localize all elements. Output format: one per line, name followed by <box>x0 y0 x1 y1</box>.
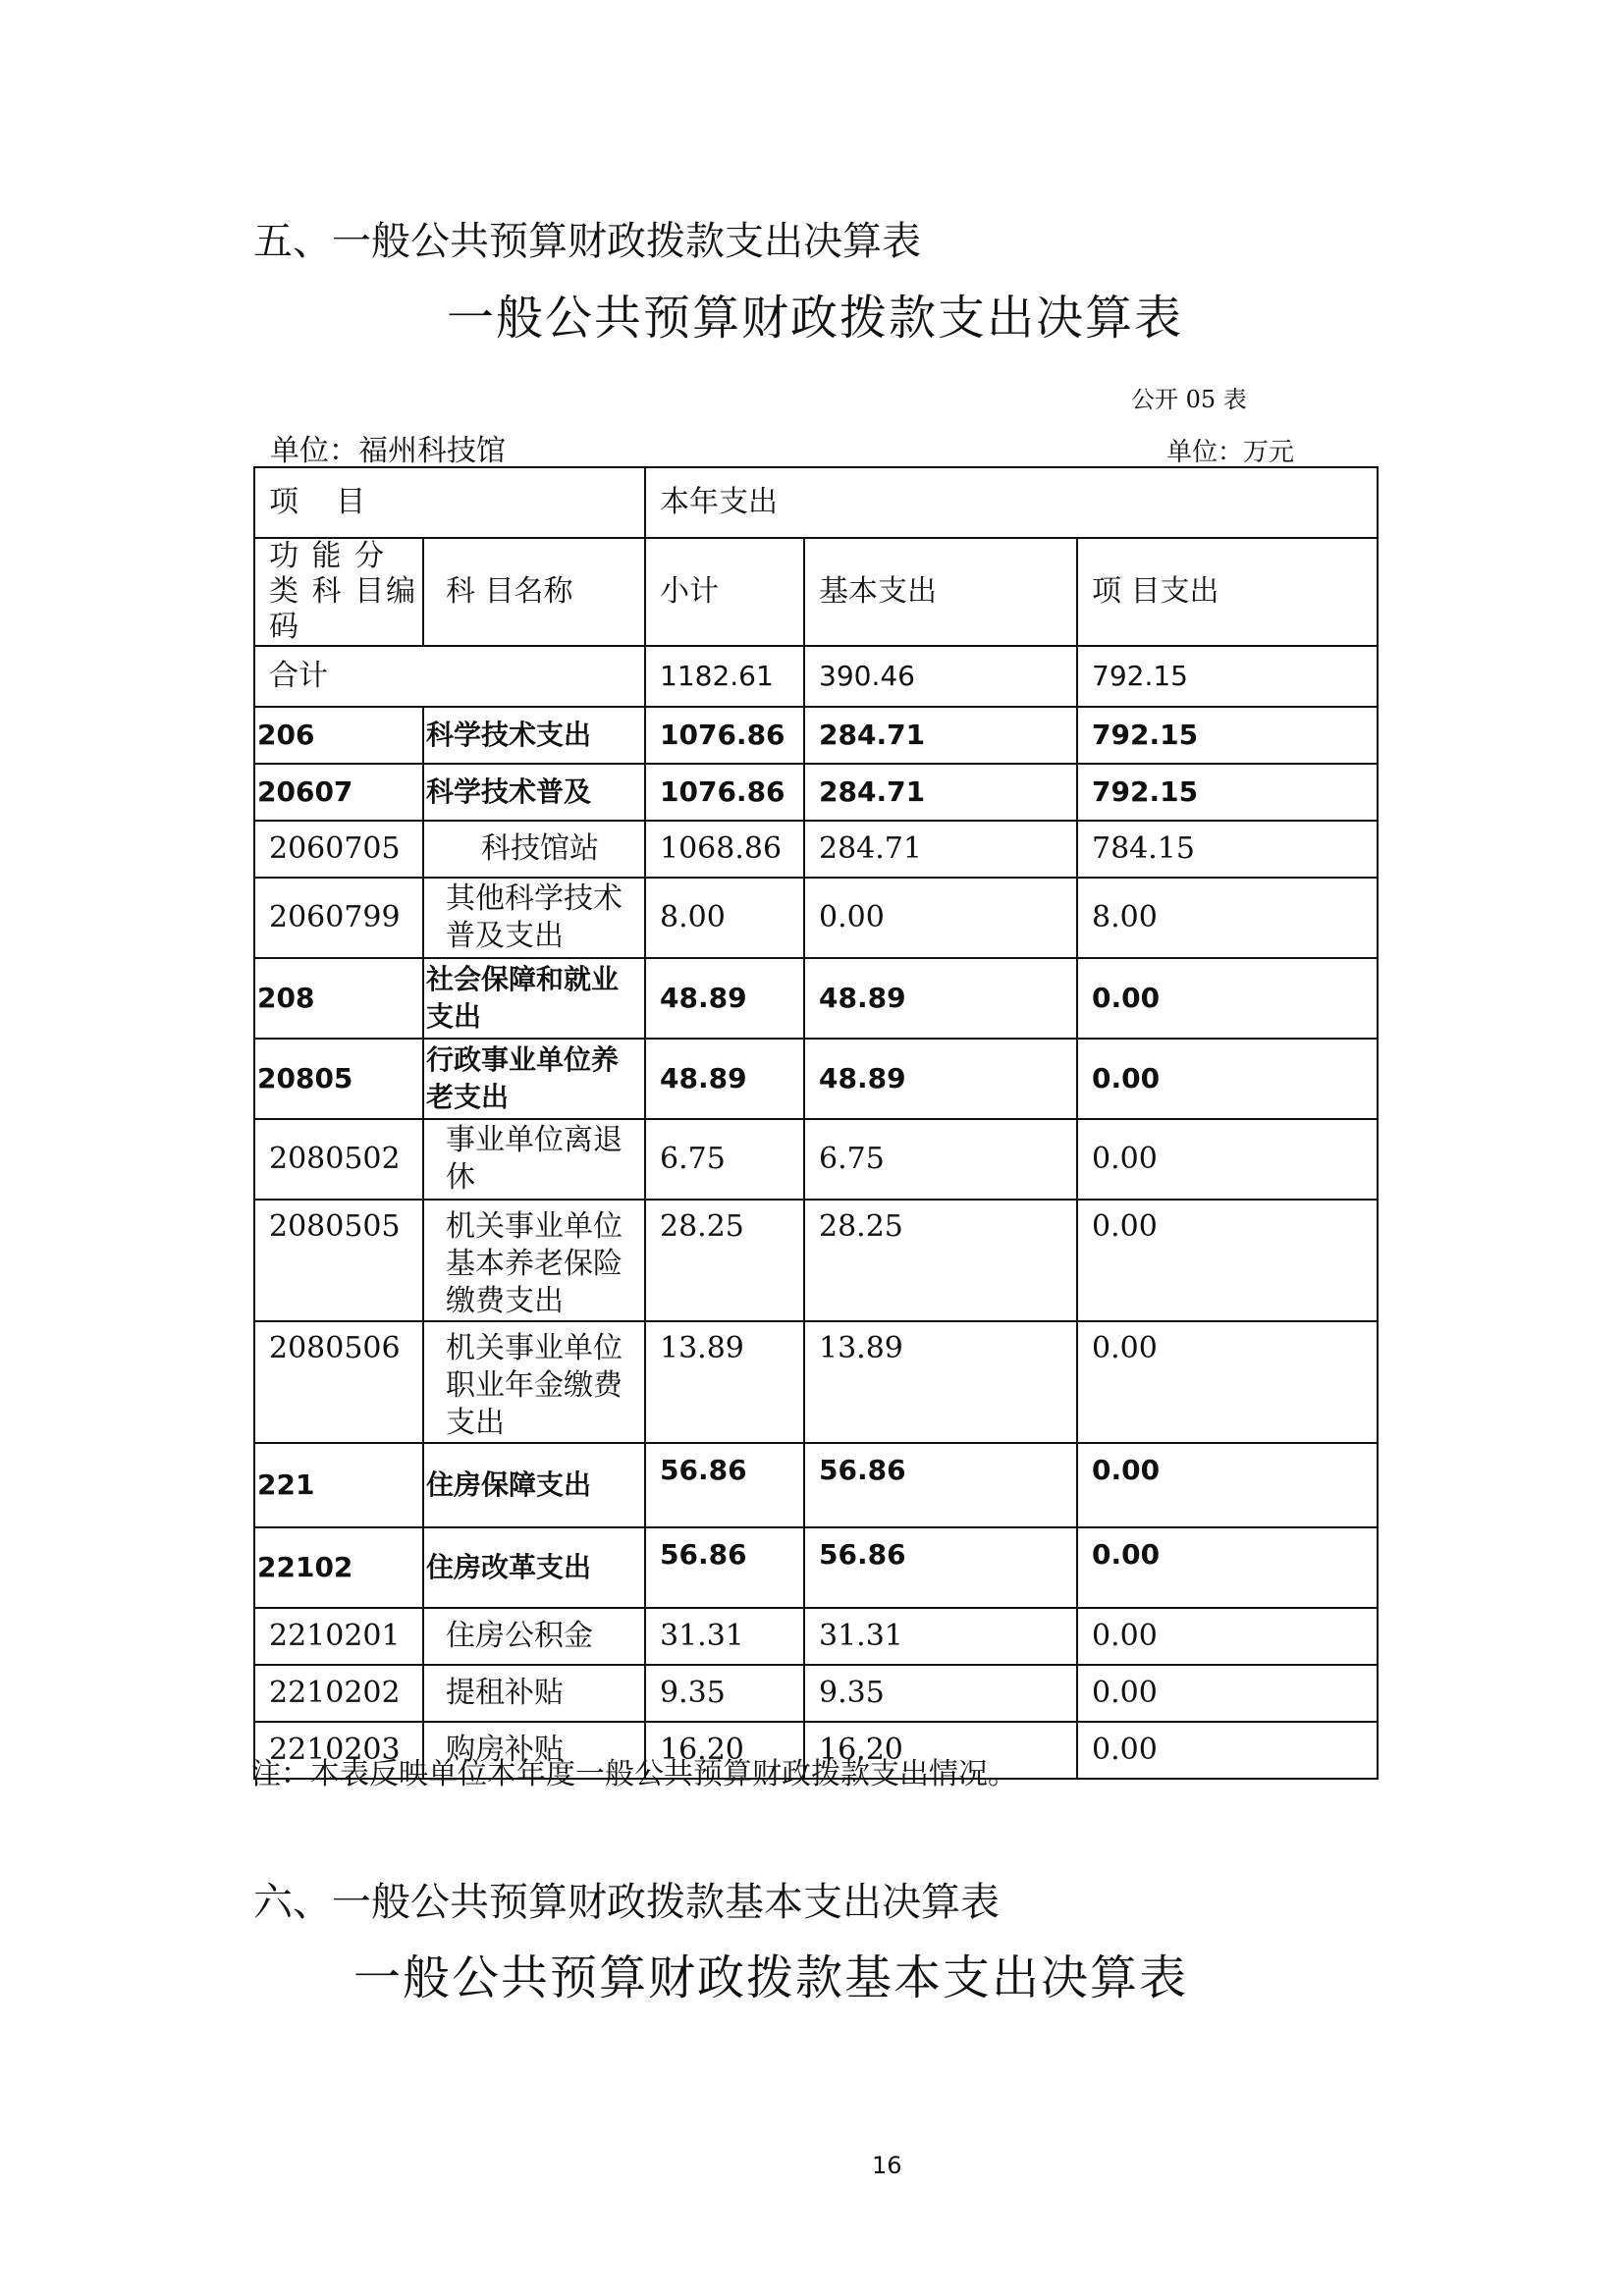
header-year-expenditure: 本年支出 <box>645 467 1378 538</box>
row-name: 机关事业单位基本养老保险缴费支出 <box>423 1200 645 1321</box>
header-subject-name: 科 目名称 <box>423 538 645 646</box>
row-name: 社会保障和就业支出 <box>423 958 645 1039</box>
row-project: 0.00 <box>1077 1200 1378 1321</box>
table-row <box>254 764 1378 821</box>
row-subtotal: 56.86 <box>645 1443 804 1527</box>
row-code: 2080505 <box>254 1200 423 1321</box>
row-basic: 0.00 <box>804 878 1077 958</box>
row-subtotal: 1076.86 <box>645 764 804 821</box>
total-label: 合计 <box>254 646 645 707</box>
row-project: 0.00 <box>1077 1665 1378 1722</box>
table-row <box>254 1321 1378 1443</box>
row-name: 住房保障支出 <box>423 1443 645 1527</box>
total-subtotal: 1182.61 <box>645 646 804 707</box>
row-basic: 56.86 <box>804 1443 1077 1527</box>
total-project: 792.15 <box>1077 646 1378 707</box>
row-basic: 16.20 <box>804 1722 1077 1779</box>
row-name: 购房补贴 <box>423 1722 645 1779</box>
row-name: 科学技术支出 <box>423 707 645 764</box>
row-subtotal: 48.89 <box>645 1039 804 1119</box>
total-basic: 390.46 <box>804 646 1077 707</box>
row-subtotal: 28.25 <box>645 1200 804 1321</box>
row-subtotal: 1068.86 <box>645 821 804 878</box>
table-title: 一般公共预算财政拨款支出决算表 <box>447 291 1184 346</box>
table-row <box>254 707 1378 764</box>
table-row <box>254 958 1378 1039</box>
header-basic: 基本支出 <box>804 538 1077 646</box>
header-row-1 <box>254 467 1378 538</box>
row-name: 科学技术普及 <box>423 764 645 821</box>
row-project: 784.15 <box>1077 821 1378 878</box>
row-subtotal: 31.31 <box>645 1608 804 1665</box>
table-row <box>254 1665 1378 1722</box>
row-code: 2080506 <box>254 1321 423 1443</box>
table-note: 注：本表反映单位本年度一般公共预算财政拨款支出情况。 <box>251 1757 1017 1791</box>
row-code: 2080502 <box>254 1119 423 1200</box>
row-code: 20805 <box>254 1039 423 1119</box>
row-subtotal: 1076.86 <box>645 707 804 764</box>
row-name: 住房公积金 <box>423 1608 645 1665</box>
row-project: 0.00 <box>1077 1722 1378 1779</box>
row-basic: 284.71 <box>804 707 1077 764</box>
row-project: 0.00 <box>1077 1443 1378 1527</box>
row-code: 2210203 <box>254 1722 423 1779</box>
table-row <box>254 1527 1378 1608</box>
section-heading: 五、一般公共预算财政拨款支出决算表 <box>253 219 921 264</box>
row-subtotal: 8.00 <box>645 878 804 958</box>
row-code: 208 <box>254 958 423 1039</box>
header-project: 项 目支出 <box>1077 538 1378 646</box>
row-subtotal: 6.75 <box>645 1119 804 1200</box>
row-project: 792.15 <box>1077 707 1378 764</box>
row-name: 机关事业单位职业年金缴费支出 <box>423 1321 645 1443</box>
row-project: 0.00 <box>1077 1119 1378 1200</box>
row-name: 其他科学技术普及支出 <box>423 878 645 958</box>
row-project: 8.00 <box>1077 878 1378 958</box>
row-basic: 9.35 <box>804 1665 1077 1722</box>
row-subtotal: 48.89 <box>645 958 804 1039</box>
total-row <box>254 646 1378 707</box>
row-basic: 284.71 <box>804 821 1077 878</box>
row-name: 住房改革支出 <box>423 1527 645 1608</box>
row-code: 2060799 <box>254 878 423 958</box>
row-subtotal: 16.20 <box>645 1722 804 1779</box>
row-basic: 48.89 <box>804 958 1077 1039</box>
header-row-2 <box>254 538 1378 646</box>
table-row <box>254 1608 1378 1665</box>
table-row <box>254 1039 1378 1119</box>
table-row <box>254 878 1378 958</box>
table-row <box>254 1200 1378 1321</box>
row-project: 0.00 <box>1077 1039 1378 1119</box>
row-name: 科技馆站 <box>423 821 645 878</box>
table-row <box>254 821 1378 878</box>
row-basic: 28.25 <box>804 1200 1077 1321</box>
row-project: 0.00 <box>1077 958 1378 1039</box>
table-title-6: 一般公共预算财政拨款基本支出决算表 <box>353 1950 1189 2005</box>
row-basic: 13.89 <box>804 1321 1077 1443</box>
row-project: 0.00 <box>1077 1608 1378 1665</box>
row-code: 2210202 <box>254 1665 423 1722</box>
form-number: 公开 05 表 <box>1131 386 1247 413</box>
unit-name: 单位：福州科技馆 <box>270 434 506 468</box>
row-code: 206 <box>254 707 423 764</box>
row-name: 行政事业单位养老支出 <box>423 1039 645 1119</box>
header-function-code: 功 能 分 类 科 目编码 <box>254 538 423 646</box>
page-number: 16 <box>872 2152 902 2179</box>
header-subtotal: 小计 <box>645 538 804 646</box>
row-basic: 48.89 <box>804 1039 1077 1119</box>
row-code: 22102 <box>254 1527 423 1608</box>
row-basic: 6.75 <box>804 1119 1077 1200</box>
expenditure-table <box>253 466 1379 1780</box>
row-code: 221 <box>254 1443 423 1527</box>
row-basic: 31.31 <box>804 1608 1077 1665</box>
row-subtotal: 56.86 <box>645 1527 804 1608</box>
row-subtotal: 13.89 <box>645 1321 804 1443</box>
row-name: 事业单位离退休 <box>423 1119 645 1200</box>
row-name: 提租补贴 <box>423 1665 645 1722</box>
row-project: 792.15 <box>1077 764 1378 821</box>
row-basic: 56.86 <box>804 1527 1077 1608</box>
row-code: 2060705 <box>254 821 423 878</box>
table-row <box>254 1119 1378 1200</box>
table-row <box>254 1443 1378 1527</box>
row-basic: 284.71 <box>804 764 1077 821</box>
currency-unit: 单位：万元 <box>1166 438 1295 467</box>
row-project: 0.00 <box>1077 1527 1378 1608</box>
row-subtotal: 9.35 <box>645 1665 804 1722</box>
row-code: 20607 <box>254 764 423 821</box>
section-heading-6: 六、一般公共预算财政拨款基本支出决算表 <box>253 1880 1000 1925</box>
row-project: 0.00 <box>1077 1321 1378 1443</box>
header-item: 项 目 <box>254 467 645 538</box>
row-code: 2210201 <box>254 1608 423 1665</box>
